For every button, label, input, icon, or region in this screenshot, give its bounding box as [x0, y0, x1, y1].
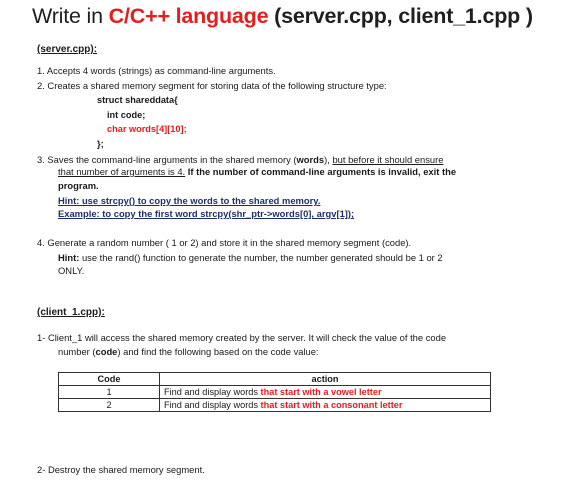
client-item-1-line1: 1- Client_1 will access the shared memory created by the server. It will check the value of the code	[37, 332, 447, 343]
item3-text-a: 3. Saves the command-line arguments in the shared memory (	[37, 154, 297, 165]
table-row	[59, 399, 491, 412]
client-heading: (client_1.cpp):	[37, 307, 105, 318]
table-cell-code: 2	[59, 399, 160, 412]
struct-field-words: char words[4][10];	[107, 124, 187, 134]
item3-underline-2: that number of arguments is 4.	[58, 166, 186, 177]
server-item-1: 1. Accepts 4 words (strings) as command-line arguments.	[37, 65, 276, 76]
table-cell-action	[160, 386, 491, 399]
item3-bold-1: If the number of command-line arguments is invalid, exit the	[185, 166, 457, 177]
example-strcpy: Example: to copy the first word strcpy(shr_ptr->words[0], argv[1]);	[58, 208, 355, 219]
client-item1-code: code	[95, 346, 118, 357]
table-header-code: Code	[59, 373, 160, 386]
table-row	[59, 386, 491, 399]
server-heading: (server.cpp):	[37, 44, 98, 55]
hint-strcpy: Hint: use strcpy() to copy the words to the shared memory.	[58, 195, 321, 206]
action-highlight: that start with a vowel letter	[260, 387, 382, 397]
table-cell-action	[160, 399, 491, 412]
server-item-4-line2	[58, 252, 443, 265]
title-prefix: Write in	[32, 4, 109, 28]
item4-hint-label: Hint:	[58, 252, 80, 263]
client-item-2: 2- Destroy the shared memory segment.	[37, 464, 205, 475]
server-item-3-line2	[58, 166, 456, 179]
item3-words: words	[296, 154, 325, 165]
client-item1-post: ) and find the following based on the code value:	[117, 346, 319, 357]
action-highlight: that start with a consonant letter	[260, 400, 403, 410]
item4-hint-text: use the rand() function to generate the number, the number generated should be 1 or 2	[79, 252, 443, 263]
client-item1-pre: number (	[58, 346, 96, 357]
struct-field-code: int code;	[107, 110, 146, 120]
table-cell-code: 1	[59, 386, 160, 399]
server-item-3-line3: program.	[58, 180, 99, 191]
code-action-table	[58, 372, 491, 412]
server-item-4-line1: 4. Generate a random number ( 1 or 2) and store it in the shared memory segment (code).	[37, 237, 412, 248]
struct-open: struct shareddata{	[97, 95, 178, 105]
server-item-4-line3: ONLY.	[58, 265, 85, 276]
server-item-2: 2. Creates a shared memory segment for storing data of the following structure type:	[37, 80, 387, 91]
table-header-action: action	[160, 373, 491, 386]
struct-close: };	[97, 139, 104, 149]
item3-underline-1: but before it should ensure	[332, 154, 444, 165]
action-text: Find and display words	[164, 387, 261, 397]
table-header-row	[59, 373, 491, 386]
item3-text-b: ),	[324, 154, 333, 165]
action-text: Find and display words	[164, 400, 261, 410]
title-language: C/C++ language	[108, 4, 269, 28]
server-item-3-line1	[37, 154, 443, 167]
title-files: (server.cpp, client_1.cpp )	[268, 4, 533, 28]
client-item-1-line2	[58, 346, 319, 359]
page-title	[32, 4, 533, 29]
